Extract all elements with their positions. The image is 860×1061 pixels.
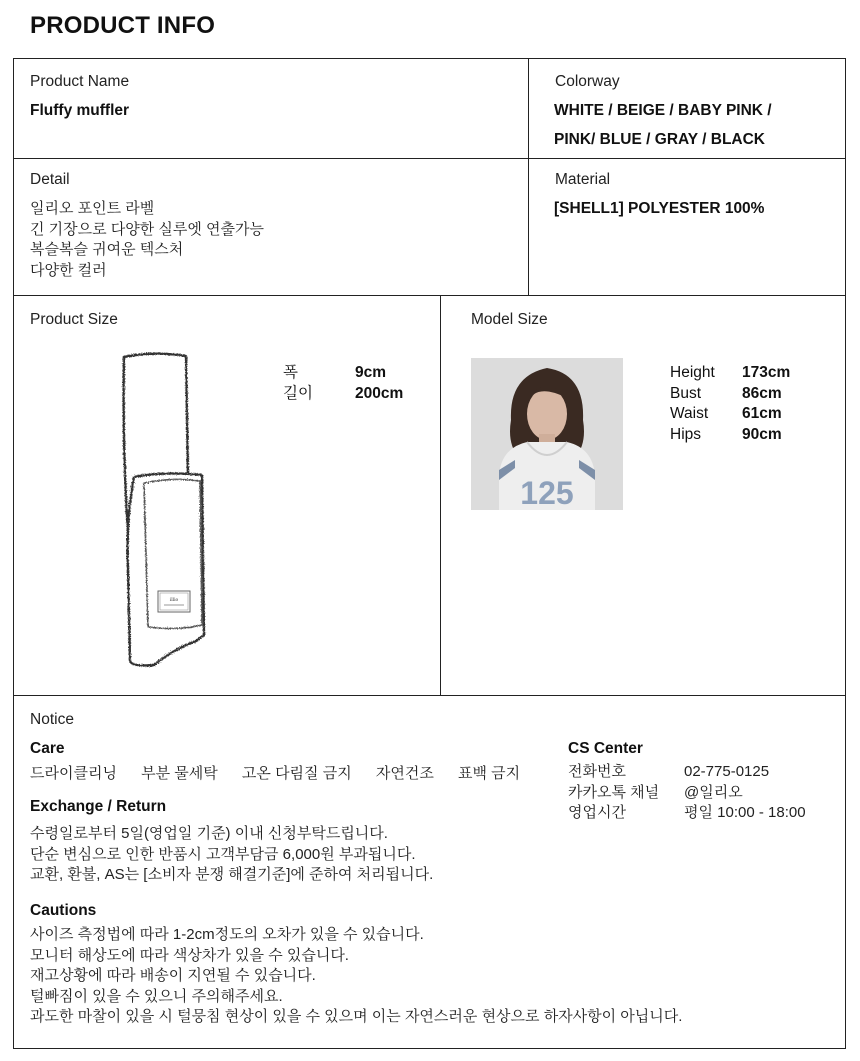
caution-line: 털빠짐이 있을 수 있으니 주의해주세요. — [30, 987, 283, 1005]
product-name-label: Product Name — [30, 73, 130, 90]
muffler-illustration — [114, 349, 214, 669]
detail-line: 일리오 포인트 라벨 — [30, 200, 155, 217]
spec-value: 61cm — [742, 405, 782, 422]
detail-label: Detail — [30, 171, 70, 188]
care-item: 고온 다림질 금지 — [241, 765, 352, 782]
row-divider — [14, 695, 845, 696]
care-item: 부분 물세탁 — [141, 765, 218, 782]
care-item: 드라이클리닝 — [30, 765, 117, 782]
cs-phone-value: 02-775-0125 — [684, 763, 770, 780]
notice-label: Notice — [30, 711, 74, 728]
cs-key: 전화번호 — [568, 763, 626, 780]
model-photo — [471, 358, 623, 510]
spec-value: 86cm — [742, 384, 782, 402]
product-info-table — [13, 58, 846, 1049]
care-items — [30, 762, 540, 783]
colorway-label: Colorway — [555, 73, 620, 90]
column-divider — [440, 295, 441, 696]
colorway-line: PINK/ BLUE / GRAY / BLACK — [554, 131, 765, 148]
spec-value: 200cm — [355, 384, 404, 402]
spec-value: 9cm — [355, 364, 387, 381]
caution-line: 사이즈 측정법에 따라 1-2cm정도의 오차가 있을 수 있습니다. — [30, 926, 424, 943]
care-item: 표백 금지 — [458, 765, 521, 782]
care-item: 자연건조 — [375, 765, 434, 782]
care-title: Care — [30, 740, 65, 757]
caution-line: 모니터 해상도에 따라 색상차가 있을 수 있습니다. — [30, 946, 349, 964]
detail-line: 다양한 컬러 — [30, 261, 107, 279]
colorway-value — [554, 96, 772, 154]
detail-text — [30, 199, 264, 281]
cs-key: 영업시간 — [568, 804, 626, 821]
column-divider — [528, 59, 529, 296]
exchange-line: 수령일로부터 5일(영업일 기준) 이내 신청부탁드립니다. — [30, 825, 388, 842]
caution-line: 재고상황에 따라 배송이 지연될 수 있습니다. — [30, 967, 316, 984]
cautions-title: Cautions — [30, 902, 97, 919]
label-tag-text: illio — [169, 598, 179, 603]
page-title: PRODUCT INFO — [30, 12, 216, 39]
exchange-line: 단순 변심으로 인한 반품시 고객부담금 6,000원 부과됩니다. — [30, 845, 416, 863]
spec-value: 173cm — [742, 364, 791, 381]
cs-center-info — [568, 762, 806, 824]
exchange-text — [30, 824, 433, 886]
shirt-number: 125 — [520, 475, 574, 510]
material-label: Material — [555, 171, 611, 188]
spec-key: Waist — [670, 405, 709, 422]
product-name-value: Fluffy muffler — [30, 102, 130, 119]
cs-center-title: CS Center — [568, 740, 643, 757]
spec-key: Height — [670, 364, 715, 381]
model-size-specs — [670, 363, 790, 445]
spec-key: Hips — [670, 425, 702, 443]
row-divider — [14, 295, 845, 296]
caution-line: 과도한 마찰이 있을 시 털뭉침 현상이 있을 수 있으며 이는 자연스러운 현상으로 하자사항이 아닙니다. — [30, 1008, 683, 1025]
material-value: [SHELL1] POLYESTER 100% — [554, 200, 765, 217]
detail-line: 복슬복슬 귀여운 텍스처 — [30, 241, 184, 258]
cs-key: 카카오톡 채널 — [568, 783, 660, 801]
product-size-label: Product Size — [30, 311, 118, 328]
spec-key: 폭 — [283, 364, 298, 381]
cautions-text — [30, 925, 682, 1028]
row-divider — [14, 158, 845, 159]
detail-line: 긴 기장으로 다양한 실루엣 연출가능 — [30, 220, 265, 238]
spec-key: Bust — [670, 384, 702, 402]
exchange-title: Exchange / Return — [30, 798, 167, 815]
product-size-specs — [283, 363, 403, 404]
spec-value: 90cm — [742, 425, 782, 443]
model-size-label: Model Size — [471, 311, 548, 328]
spec-key: 길이 — [283, 384, 313, 402]
cs-hours-value: 평일 10:00 - 18:00 — [684, 804, 806, 821]
colorway-line: WHITE / BEIGE / BABY PINK / — [554, 102, 772, 119]
cs-kakao-value: @일리오 — [684, 783, 743, 801]
exchange-line: 교환, 환불, AS는 [소비자 분쟁 해결기준]에 준하여 처리됩니다. — [30, 866, 434, 883]
